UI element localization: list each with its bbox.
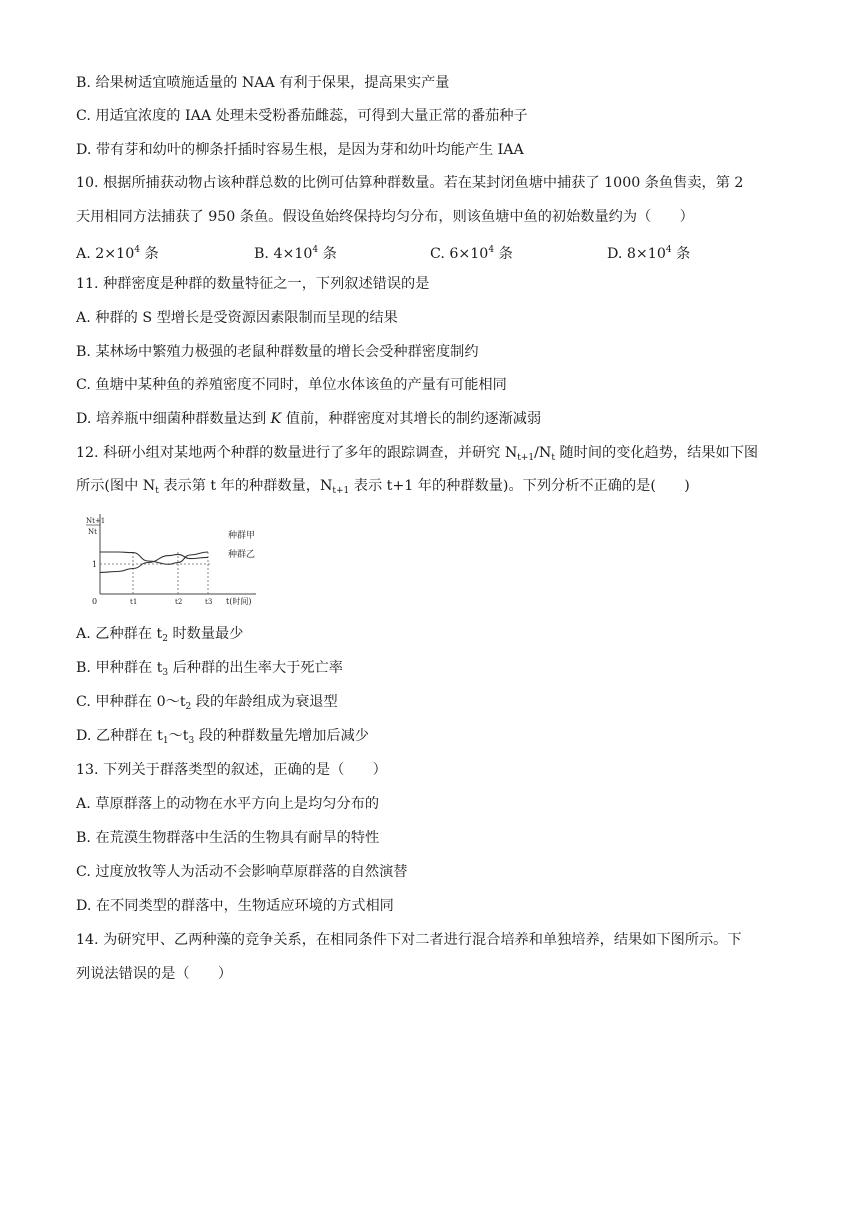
legend-label-2: 种群乙 bbox=[228, 550, 256, 560]
q11-option-a: A. 种群的 S 型增长是受资源因素限制而呈现的结果 bbox=[76, 310, 398, 326]
q11-stem: 11. 种群密度是种群的数量特征之一，下列叙述错误的是 bbox=[76, 276, 430, 292]
q9-option-c: C. 用适宜浓度的 IAA 处理未受粉番茄雌蕊，可得到大量正常的番茄种子 bbox=[76, 108, 528, 124]
q10-option-a: A. $2\times 10^4$ 条 bbox=[76, 245, 159, 262]
q10-stem-line1: 10. 根据所捕获动物占该种群总数的比例可估算种群数量。若在某封闭鱼塘中捕获了 1000 条鱼售卖，第 2 bbox=[76, 175, 744, 191]
x-tick-t3: t3 bbox=[205, 598, 213, 606]
ylabel-numerator: Nt+1 bbox=[86, 517, 106, 525]
x-tick-t1: t1 bbox=[130, 598, 138, 606]
q9-option-b: B. 给果树适宜喷施适量的 NAA 有利于保果，提高果实产量 bbox=[76, 75, 450, 91]
q11-option-d: D. 培养瓶中细菌种群数量达到 K 值前，种群密度对其增长的制约逐渐减弱 bbox=[76, 411, 542, 427]
y-tick-1: 1 bbox=[92, 560, 98, 569]
q10-option-b: B. $4\times 10^4$ 条 bbox=[254, 245, 337, 262]
q14-stem-line1: 14. 为研究甲、乙两种藻的竞争关系，在相同条件下对二者进行混合培养和单独培养，结果如下图所示。下 bbox=[76, 932, 742, 948]
q13-stem: 13. 下列关于群落类型的叙述，正确的是（ ） bbox=[76, 762, 387, 778]
q12-option-d: D. 乙种群在 $t_1\sim t_3$ 段的种群数量先增加后减少 bbox=[76, 728, 369, 746]
x-axis-label: t(时间) bbox=[226, 597, 252, 606]
q12-stem-line1: 12. 科研小组对某地两个种群的数量进行了多年的跟踪调查，并研究 $N_{t+1}/N_t$ 随时间的变化趋势，结果如下图 bbox=[76, 445, 759, 463]
q12-option-a: A. 乙种群在 $t_2$ 时数量最少 bbox=[76, 626, 244, 644]
q9-option-d: D. 带有芽和幼叶的柳条扦插时容易生根，是因为芽和幼叶均能产生 IAA bbox=[76, 142, 524, 158]
q12-option-c: C. 甲种群在 $0\sim t_2$ 段的年龄组成为衰退型 bbox=[76, 694, 338, 712]
q10-option-c: C. $6\times 10^4$ 条 bbox=[430, 245, 513, 262]
ylabel-denominator: Nt bbox=[88, 528, 97, 536]
q11-option-b: B. 某林场中繁殖力极强的老鼠种群数量的增长会受种群密度制约 bbox=[76, 344, 479, 360]
q14-stem-line2: 列说法错误的是（ ） bbox=[76, 966, 233, 982]
q13-option-a: A. 草原群落上的动物在水平方向上是均匀分布的 bbox=[76, 796, 380, 812]
q12-stem-line2: 所示(图中 $N_t$ 表示第 t 年的种群数量，$N_{t+1}$ 表示 t+1 年的种群数量)。下列分析不正确的是( ) bbox=[76, 478, 690, 496]
q11-option-c: C. 鱼塘中某种鱼的养殖密度不同时，单位水体该鱼的产量有可能相同 bbox=[76, 377, 507, 393]
q10-option-d: D. $8\times 10^4$ 条 bbox=[607, 245, 691, 262]
series-line-2 bbox=[100, 554, 208, 572]
q13-option-c: C. 过度放牧等人为活动不会影响草原群落的自然演替 bbox=[76, 864, 408, 880]
legend-label-1: 种群甲 bbox=[228, 531, 256, 541]
q12-option-b: B. 甲种群在 $t_3$ 后种群的出生率大于死亡率 bbox=[76, 660, 343, 678]
chart-labels bbox=[86, 517, 255, 606]
origin-label: 0 bbox=[92, 597, 98, 606]
q13-option-b: B. 在荒漠生物群落中生活的生物具有耐旱的特性 bbox=[76, 830, 380, 846]
q10-stem-line2: 天用相同方法捕获了 950 条鱼。假设鱼始终保持均匀分布，则该鱼塘中鱼的初始数量约为（ ） bbox=[76, 209, 694, 225]
x-tick-t2: t2 bbox=[175, 598, 183, 606]
q13-option-d: D. 在不同类型的群落中，生物适应环境的方式相同 bbox=[76, 898, 394, 914]
chart-series bbox=[100, 552, 208, 572]
q12-chart bbox=[86, 510, 276, 614]
